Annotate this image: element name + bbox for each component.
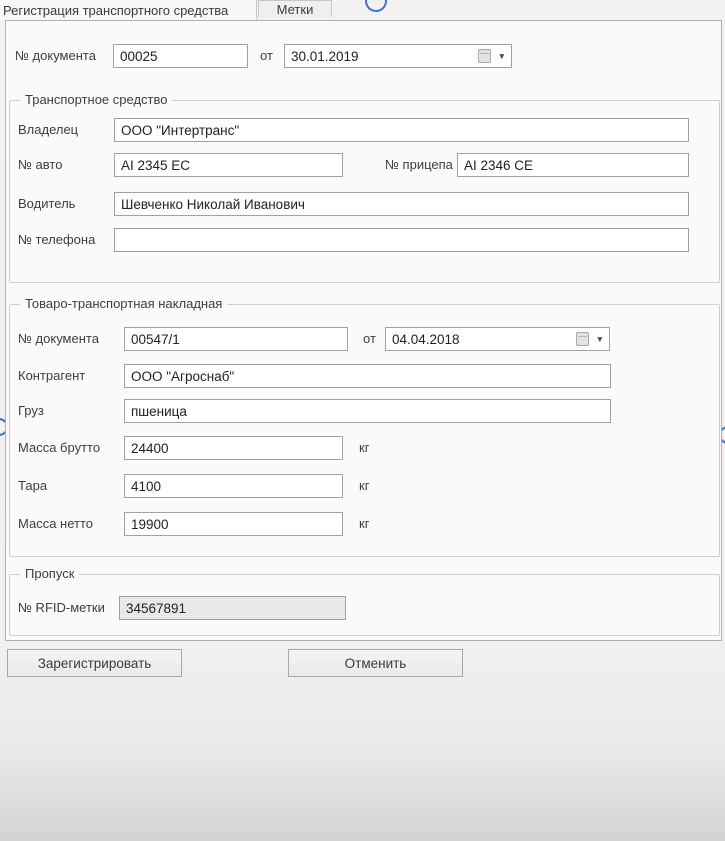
driver-input[interactable]	[114, 192, 689, 216]
doc-number-label: № документа	[15, 48, 96, 63]
tare-input[interactable]	[124, 474, 343, 498]
waybill-doc-number-label: № документа	[18, 331, 99, 346]
tare-unit: кг	[359, 478, 370, 493]
contractor-label: Контрагент	[18, 368, 86, 383]
waybill-date-picker[interactable]	[385, 327, 610, 351]
owner-label: Владелец	[18, 122, 79, 137]
tab-tags-label: Метки	[276, 1, 314, 17]
net-mass-input[interactable]	[124, 512, 343, 536]
net-mass-label: Масса нетто	[18, 516, 94, 531]
tab-vehicle-registration-label: Регистрация транспортного средства	[3, 2, 229, 18]
auto-number-input[interactable]	[114, 153, 343, 177]
doc-date-prefix-label: от	[260, 48, 273, 63]
waybill-group-title: Товаро-транспортная накладная	[20, 296, 227, 311]
chevron-down-icon[interactable]: ▼	[595, 333, 604, 344]
cargo-label: Груз	[18, 403, 44, 418]
tab-tags[interactable]	[258, 0, 332, 17]
contractor-input[interactable]	[124, 364, 611, 388]
gross-mass-unit: кг	[359, 440, 370, 455]
pass-group	[9, 566, 720, 636]
waybill-doc-number-input[interactable]	[124, 327, 348, 351]
rfid-tag-input[interactable]	[119, 596, 346, 620]
waybill-group	[9, 296, 720, 557]
rfid-tag-label: № RFID-метки	[18, 600, 105, 615]
chevron-down-icon[interactable]: ▼	[497, 50, 506, 61]
waybill-date-prefix-label: от	[363, 331, 376, 346]
calendar-icon[interactable]	[576, 332, 589, 346]
calendar-icon[interactable]	[478, 49, 491, 63]
tab-vehicle-registration[interactable]	[0, 0, 257, 20]
net-mass-unit: кг	[359, 516, 370, 531]
doc-number-input[interactable]	[113, 44, 248, 68]
register-button[interactable]: Зарегистрировать	[7, 649, 182, 677]
doc-date-picker[interactable]	[284, 44, 512, 68]
phone-number-label: № телефона	[18, 232, 96, 247]
gross-mass-label: Масса брутто	[18, 440, 101, 455]
tab-page-panel	[5, 20, 722, 641]
cargo-input[interactable]	[124, 399, 611, 423]
phone-number-input[interactable]	[114, 228, 689, 252]
doc-date-value: 30.01.2019	[291, 48, 359, 64]
gross-mass-input[interactable]	[124, 436, 343, 460]
trailer-number-input[interactable]	[457, 153, 689, 177]
cancel-button[interactable]: Отменить	[288, 649, 463, 677]
vehicle-group-title: Транспортное средство	[20, 92, 172, 107]
waybill-date-value: 04.04.2018	[392, 331, 460, 347]
driver-label: Водитель	[18, 196, 76, 211]
vehicle-group	[9, 92, 720, 283]
owner-input[interactable]	[114, 118, 689, 142]
click-indicator-top	[365, 0, 387, 12]
auto-number-label: № авто	[18, 157, 63, 172]
tare-label: Тара	[18, 478, 48, 493]
pass-group-title: Пропуск	[20, 566, 79, 581]
trailer-number-label: № прицепа	[385, 157, 453, 172]
